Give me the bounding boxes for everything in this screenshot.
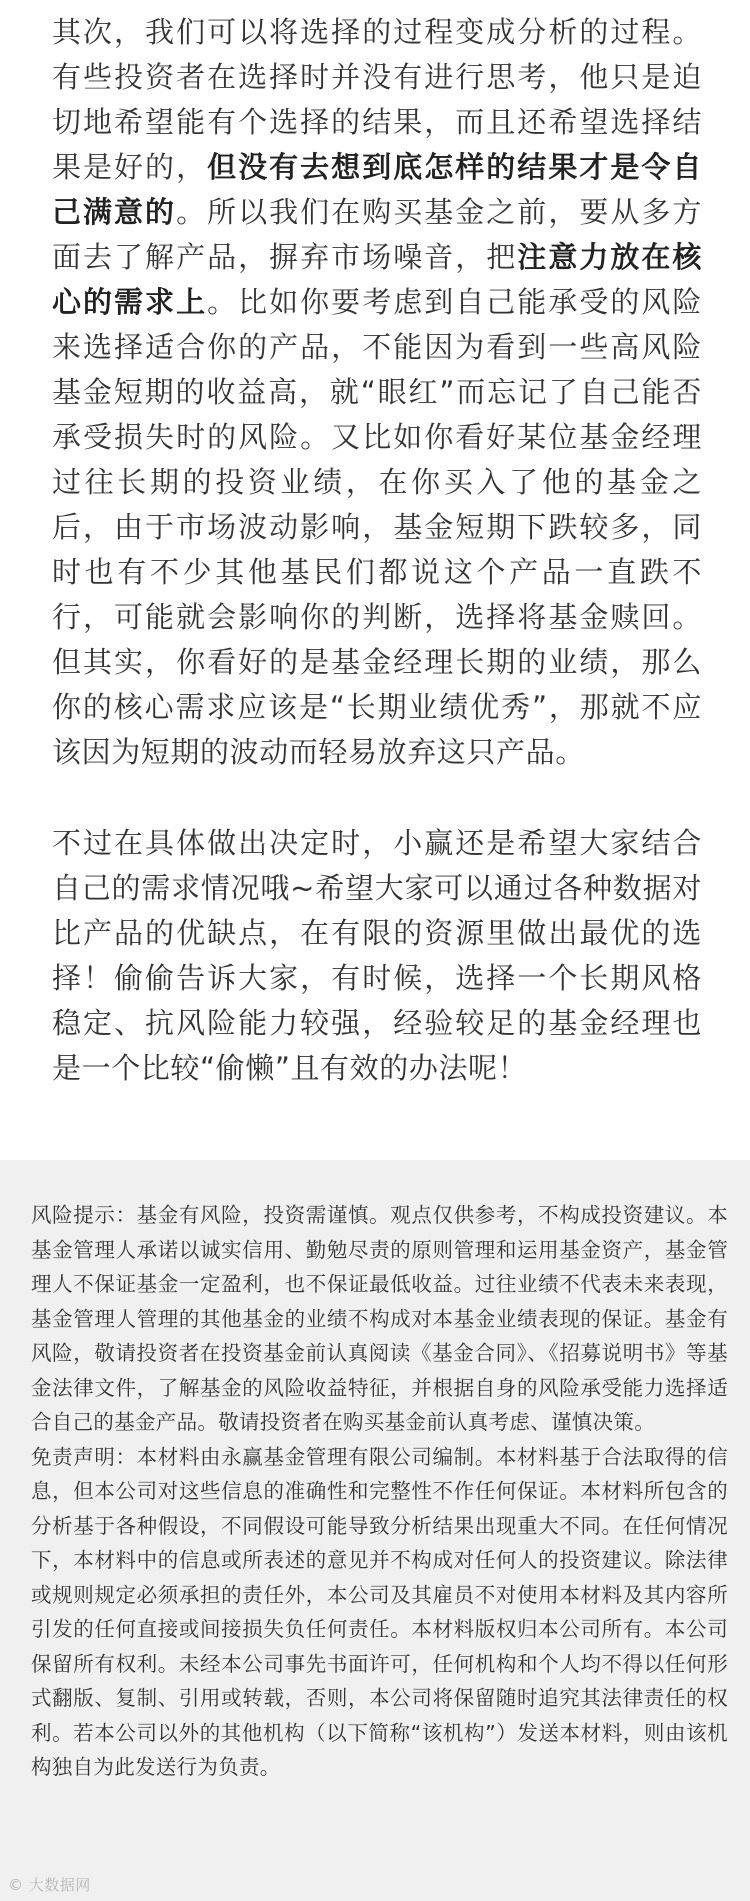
source-watermark: © 大数据网 [8,1876,91,1894]
paragraph-1-text-b: 。所以我们在购买基金之前，要从多方面去了解产品，摒弃市场噪音，把 [52,195,703,274]
article-paragraph-2: 不过在具体做出决定时，小赢还是希望大家结合自己的需求情况哦~希望大家可以通过各种数据对比产品的优缺点，在有限的资源里做出最优的选择！偷偷告诉大家，有时候，选择一个长期风格稳定、抗风险能力较强，经验较足的基金经理也是一个比较“偷懒”且有效的办法呢！ [52,826,702,1085]
risk-notice-text: 风险提示：基金有风险，投资需谨慎。观点仅供参考，不构成投资建议。本基金管理人承诺以诚实信用、勤勉尽责的原则管理和运用基金资产，基金管理人不保证基金一定盈利，也不保证最低收益。过往业绩不代表未来表现，基金管理人管理的其他基金的业绩不构成对本基金业绩表现的保证。基金有风险，敬请投资者在投资基金前认真阅读《基金合同》、《招募说明书》等基金法律文件，了解基金的风险收益特征，并根据自身的风险承受能力选择适合自己的基金产品。敬请投资者在购买基金前认真考虑、谨慎决策。 [31,1203,728,1434]
paragraph-1-emphasis-a: 但没有去想到底怎样的结果才是令自己满意的 [52,150,702,229]
paragraph-1-text-c: 。比如你要考虑到自己能承受的风险来选择适合你的产品，不能因为看到一些高风险基金短期的收益高，就“眼红”而忘记了自己能否承受损失时的风险。又比如你看好某位基金经理过往长期的投资业绩，在你买入了他的基金之后，由于市场波动影响，基金短期下跌较多，同时也有不少其他基民们都说这个产品一直跌不行，可能就会影响你的判断，选择将基金赎回。但其实，你看好的是基金经理长期的业绩，那么你的核心需求应该是“长期业绩优秀”，那就不应该因为短期的波动而轻易放弃这只产品。 [52,285,702,769]
article-body [52,0,702,1091]
article-paragraph-1 [52,10,702,775]
paragraph-1-text-a: 其次，我们可以将选择的过程变成分析的过程。有些投资者在选择时并没有进行思考，他只是迫切地希望能有个选择的结果，而且还希望选择结果是好的， [52,15,702,184]
legal-statement-text: 免责声明：本材料由永赢基金管理有限公司编制。本材料基于合法取得的信息，但本公司对这些信息的准确性和完整性不作任何保证。本材料所包含的分析基于各种假设，不同假设可能导致分析结果出现重大不同。在任何情况下，本材料中的信息或所表述的意见并不构成对任何人的投资建议。除法律或规则规定必须承担的责任外，本公司及其雇员不对使用本材料及其内容所引发的任何直接或间接损失负任何责任。本材料版权归本公司所有。本公司保留所有权利。未经本公司事先书面许可，任何机构和个人均不得以任何形式翻版、复制、引用或转载，否则，本公司将保留随时追究其法律责任的权利。若本公司以外的其他机构（以下简称“该机构”）发送本材料，则由该机构独自为此发送行为负责。 [31,1444,728,1779]
paragraph-1-emphasis-b: 注意力放在核心的需求上 [52,240,702,319]
disclaimer-section [0,1160,750,1901]
